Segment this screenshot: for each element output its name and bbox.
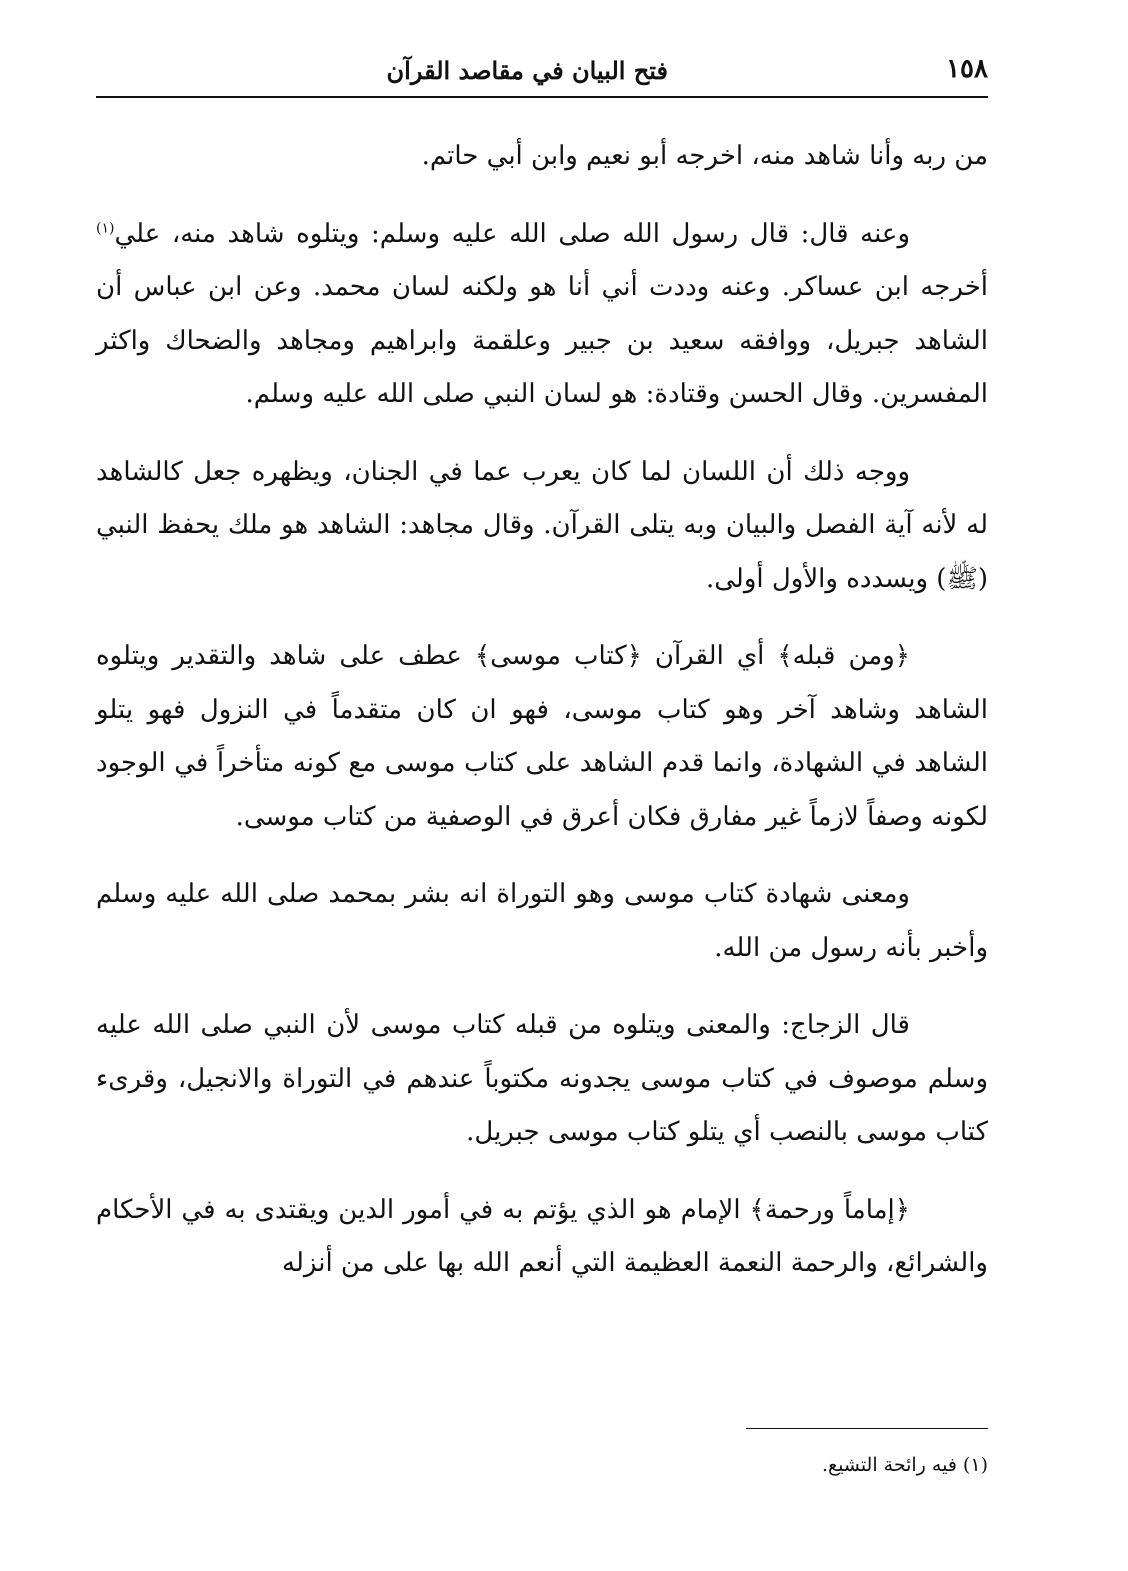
page-number: ١٥٨ [946,54,988,84]
paragraph-2-text-after-note: أخرجه ابن عساكر. وعنه وددت أني أنا هو ولكنه لسان محمد. وعن ابن عباس أن الشاهد جبريل، ووافقه سعيد بن جبير وعلقمة وابراهيم ومجاهد والضحاك واكثر المفسرين. وقال الحسن وقتادة: هو لسان النبي صلى الله عليه وسلم. [96,272,988,409]
paragraph-1: من ربه وأنا شاهد منه، اخرجه أبو نعيم وابن أبي حاتم. [421,141,988,171]
paragraph-7: ﴿إماماً ورحمة﴾ الإمام هو الذي يؤتم به في أمور الدين ويقتدى به في الأحكام والشرائع، والرحمة النعمة العظيمة التي أنعم الله بها على من أنزله [96,1194,988,1278]
paragraph-2-text-before-note: وعنه قال: قال رسول الله صلى الله عليه وسلم: ويتلوه شاهد منه، علي [114,218,910,249]
header-rule [96,96,988,98]
paragraph-5: ومعنى شهادة كتاب موسى وهو التوراة انه بشر بمحمد صلى الله عليه وسلم وأخبر بأنه رسول من الله. [96,879,988,963]
footnote-marker: (١) [96,219,115,236]
paragraph-2 [96,208,988,422]
running-title: فتح البيان في مقاصد القرآن [386,56,668,85]
footnote: (١) فيه رائحة التشيع. [821,1454,988,1476]
paragraph-3: ووجه ذلك أن اللسان لما كان يعرب عما في الجنان، ويظهره جعل كالشاهد له لأنه آية الفصل والبيان وبه يتلى القرآن. وقال مجاهد: الشاهد هو ملك يحفظ النبي (ﷺ) ويسدده والأول أولى. [96,456,988,594]
paragraph-4: ﴿ومن قبله﴾ أي القرآن ﴿كتاب موسى﴾ عطف على شاهد والتقدير ويتلوه الشاهد وشاهد آخر وهو كتاب موسى، فهو ان كان متقدماً في النزول فهو يتلو الشاهد في الشهادة، وانما قدم الشاهد على كتاب موسى مع كونه متأخراً في الوجود لكونه وصفاً لازماً غير مفارق فكان أعرق في الوصفية من كتاب موسى. [96,641,988,832]
footnote-rule [746,1428,988,1429]
page-header [96,48,988,96]
paragraph-6: قال الزجاج: والمعنى ويتلوه من قبله كتاب موسى لأن النبي صلى الله عليه وسلم موصوف في كتاب موسى يجدونه مكتوباً عندهم في التوراة والانجيل، وقرىء كتاب موسى بالنصب أي يتلو كتاب موسى جبريل. [96,1010,988,1147]
body-text [96,130,988,1315]
